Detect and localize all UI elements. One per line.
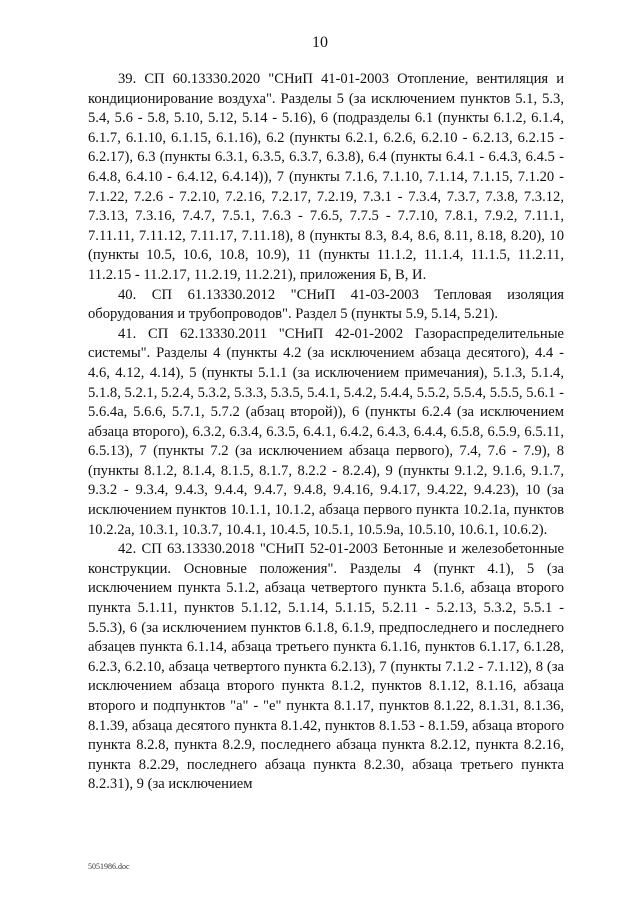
footer-filename: 5051986.doc (88, 862, 130, 871)
page-number: 10 (312, 34, 328, 51)
paragraph-item-41: 41. СП 62.13330.2011 "СНиП 42-01-2002 Газораспределительные системы". Разделы 4 (пункты 4.2 (за исключением абзаца десятого), 4.4 - 4.6, 4.12, 4.14), 5 (пункты 5.1.1 (за исключением примечания), 5.1.3, 5.1.4, 5.1.8, 5.2.1, 5.2.4, 5.3.2, 5.3.3, 5.3.5, 5.4.1, 5.4.2, 5.4.4, 5.5.2, 5.5.4, 5.5.5, 5.6.1 - 5.6.4а, 5.6.6, 5.7.1, 5.7.2 (абзац второй)), 6 (пункты 6.2.4 (за исключением абзаца второго), 6.3.2, 6.3.4, 6.3.5, 6.4.1, 6.4.2, 6.4.3, 6.4.4, 6.5.8, 6.5.9, 6.5.11, 6.5.13), 7 (пункты 7.2 (за исключением абзаца первого), 7.4, 7.6 - 7.9), 8 (пункты 8.1.2, 8.1.4, 8.1.5, 8.1.7, 8.2.2 - 8.2.4), 9 (пункты 9.1.2, 9.1.6, 9.1.7, 9.3.2 - 9.3.4, 9.4.3, 9.4.4, 9.4.7, 9.4.8, 9.4.16, 9.4.17, 9.4.22, 9.4.23), 10 (за исключением пунктов 10.1.1, 10.1.2, абзаца первого пункта 10.2.1а, пунктов 10.2.2а, 10.3.1, 10.3.7, 10.4.1, 10.4.5, 10.5.1, 10.5.9а, 10.5.10, 10.6.1, 10.6.2). (88, 325, 564, 538)
paragraph-item-40: 40. СП 61.13330.2012 "СНиП 41-03-2003 Тепловая изоляция оборудования и трубопроводов". Раздел 5 (пункты 5.9, 5.14, 5.21). (88, 286, 564, 323)
paragraph-item-39: 39. СП 60.13330.2020 "СНиП 41-01-2003 Отопление, вентиляция и кондиционирование воздуха". Разделы 5 (за исключением пунктов 5.1, 5.3, 5.4, 5.6 - 5.8, 5.10, 5.12, 5.14 - 5.16), 6 (подразделы 6.1 (пункты 6.1.2, 6.1.4, 6.1.7, 6.1.10, 6.1.15, 6.1.16), 6.2 (пункты 6.2.1, 6.2.6, 6.2.10 - 6.2.13, 6.2.15 - 6.2.17), 6.3 (пункты 6.3.1, 6.3.5, 6.3.7, 6.3.8), 6.4 (пункты 6.4.1 - 6.4.3, 6.4.5 - 6.4.8, 6.4.10 - 6.4.12, 6.4.14)), 7 (пункты 7.1.6, 7.1.10, 7.1.14, 7.1.15, 7.1.20 - 7.1.22, 7.2.6 - 7.2.10, 7.2.16, 7.2.17, 7.2.19, 7.3.1 - 7.3.4, 7.3.7, 7.3.8, 7.3.12, 7.3.13, 7.3.16, 7.4.7, 7.5.1, 7.6.3 - 7.6.5, 7.7.5 - 7.7.10, 7.8.1, 7.9.2, 7.11.1, 7.11.11, 7.11.12, 7.11.17, 7.11.18), 8 (пункты 8.3, 8.4, 8.6, 8.11, 8.18, 8.20), 10 (пункты 10.5, 10.6, 10.8, 10.9), 11 (пункты 11.1.2, 11.1.4, 11.1.5, 11.2.11, 11.2.15 - 11.2.17, 11.2.19, 11.2.21), приложения Б, В, И. (88, 71, 564, 283)
paragraph-item-42: 42. СП 63.13330.2018 "СНиП 52-01-2003 Бетонные и железобетонные конструкции. Основные положения". Разделы 4 (пункт 4.1), 5 (за исключением пункта 5.1.2, абзаца четвертого пункта 5.1.6, абзаца второго пункта 5.1.11, пунктов 5.1.12, 5.1.14, 5.1.15, 5.2.11 - 5.2.13, 5.3.2, 5.5.1 - 5.5.3), 6 (за исключением пунктов 6.1.8, 6.1.9, предпоследнего и последнего абзацев пункта 6.1.14, абзаца третьего пункта 6.1.16, пунктов 6.1.17, 6.1.28, 6.2.3, 6.2.10, абзаца четвертого пункта 6.2.13), 7 (пункты 7.1.2 - 7.1.12), 8 (за исключением абзаца второго пункта 8.1.2, пунктов 8.1.12, 8.1.16, абзаца второго и подпунктов "а" - "е" пункта 8.1.17, пунктов 8.1.22, 8.1.31, 8.1.36, 8.1.39, абзаца десятого пункта 8.1.42, пунктов 8.1.53 - 8.1.59, абзаца второго пункта 8.2.8, пункта 8.2.9, последнего абзаца пункта 8.2.12, пункта 8.2.16, пункта 8.2.29, последнего абзаца пункта 8.2.30, абзаца третьего пункта 8.2.31), 9 (за исключением (88, 541, 564, 793)
document-body (88, 70, 564, 795)
